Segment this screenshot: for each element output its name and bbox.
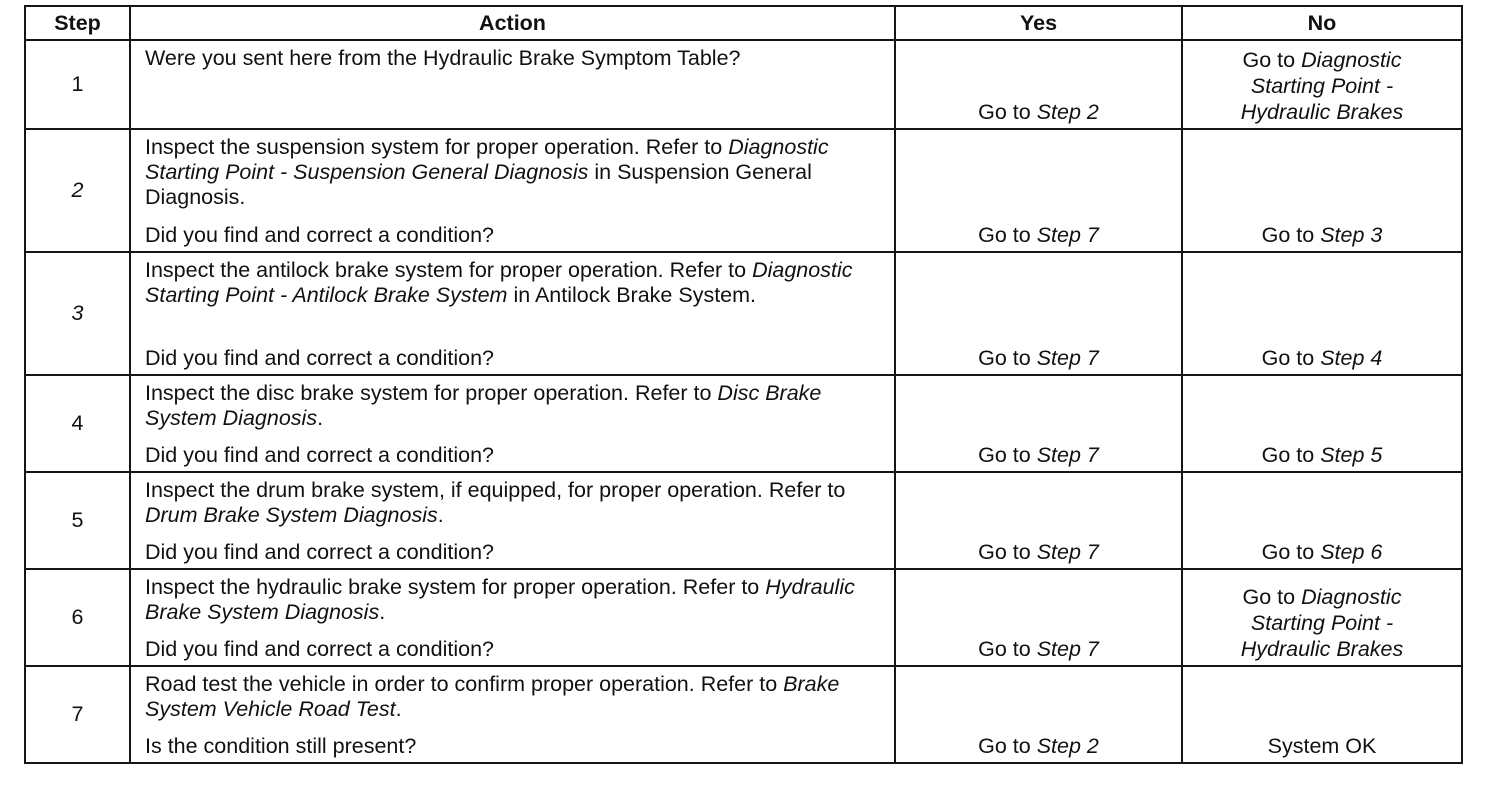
no-reference-text: Diagnostic — [1301, 585, 1402, 609]
no-result-line: Hydraulic Brakes — [1240, 100, 1404, 124]
header-action: Action — [130, 6, 895, 40]
action-question: Did you find and correct a condition? — [145, 443, 494, 467]
reference-link-text: Drum Brake System Diagnosis — [145, 503, 438, 527]
instruction-text: in Suspension General Diagnosis. — [145, 160, 812, 209]
go-to-text: Go to — [1261, 540, 1315, 564]
no-result-line — [1183, 584, 1461, 610]
yes-step-target: Step 7 — [1036, 443, 1099, 467]
action-cell — [130, 252, 895, 375]
action-content — [145, 570, 886, 665]
diagnostic-table — [24, 5, 1463, 764]
step-number: 6 — [25, 569, 130, 666]
action-question: Did you find and correct a condition? — [145, 540, 494, 564]
yes-result — [895, 129, 1182, 252]
action-instruction — [145, 253, 886, 308]
header-step: Step — [25, 6, 130, 40]
yes-step-target: Step 7 — [1036, 540, 1099, 564]
go-to-text: Go to — [978, 100, 1031, 124]
go-to-text: Go to — [978, 443, 1031, 467]
yes-result — [895, 666, 1182, 763]
reference-link-text: Diagnostic Starting Point - Suspension General Diagnosis — [145, 135, 829, 184]
action-question: Did you find and correct a condition? — [145, 223, 494, 247]
yes-step-target: Step 7 — [1036, 346, 1099, 370]
no-result — [1182, 129, 1462, 252]
go-to-text: Go to — [978, 637, 1031, 661]
no-result — [1182, 252, 1462, 375]
go-to-text: Go to — [978, 540, 1031, 564]
step-number: 3 — [25, 252, 130, 375]
go-to-text: Go to — [1242, 48, 1302, 72]
table-row — [25, 252, 1462, 375]
step-number: 5 — [25, 472, 130, 569]
table-row — [25, 472, 1462, 569]
step-number: 4 — [25, 375, 130, 472]
action-cell — [130, 129, 895, 252]
action-instruction — [145, 41, 886, 71]
go-to-text: Go to — [1242, 585, 1302, 609]
yes-result — [895, 40, 1182, 129]
yes-step-target: Step 7 — [1036, 637, 1099, 661]
instruction-text: in Antilock Brake System. — [507, 283, 757, 307]
no-result — [1182, 40, 1462, 129]
no-result — [1182, 569, 1462, 666]
no-result-line: Starting Point - — [1250, 74, 1394, 98]
action-content — [145, 376, 886, 471]
reference-link-text: Disc Brake System Diagnosis — [145, 381, 822, 430]
action-content — [145, 41, 886, 128]
table-header — [25, 6, 1462, 40]
no-result-line — [1183, 47, 1461, 73]
action-content — [145, 253, 886, 374]
instruction-text: . — [317, 406, 324, 430]
go-to-text: Go to — [978, 223, 1031, 247]
yes-result — [895, 375, 1182, 472]
action-instruction — [145, 473, 886, 528]
table-row — [25, 375, 1462, 472]
instruction-text: Road test the vehicle in order to confirm proper operation. Refer to — [145, 672, 784, 696]
instruction-text: Were you sent here from the Hydraulic Brake Symptom Table? — [145, 46, 741, 70]
table-row — [25, 666, 1462, 763]
yes-result — [895, 252, 1182, 375]
action-question: Did you find and correct a condition? — [145, 346, 494, 370]
table-body — [25, 40, 1462, 763]
instruction-text: Inspect the disc brake system for proper operation. Refer to — [145, 381, 718, 405]
action-cell — [130, 666, 895, 763]
no-result-text: System OK — [1267, 734, 1377, 758]
no-result — [1182, 472, 1462, 569]
action-instruction — [145, 130, 886, 210]
yes-result — [895, 472, 1182, 569]
reference-link-text: Brake System Vehicle Road Test — [145, 672, 840, 721]
step-number: 7 — [25, 666, 130, 763]
instruction-text: . — [437, 503, 444, 527]
no-result — [1182, 666, 1462, 763]
instruction-text: Inspect the antilock brake system for proper operation. Refer to — [145, 258, 753, 282]
action-question: Did you find and correct a condition? — [145, 637, 494, 661]
instruction-text: . — [379, 600, 386, 624]
action-question: Is the condition still present? — [145, 734, 417, 758]
table-row — [25, 569, 1462, 666]
table-row — [25, 129, 1462, 252]
no-step-target: Step 3 — [1320, 223, 1383, 247]
action-cell — [130, 472, 895, 569]
go-to-text: Go to — [978, 346, 1031, 370]
action-content — [145, 667, 886, 762]
no-result-line: Hydraulic Brakes — [1240, 637, 1404, 661]
go-to-text: Go to — [1261, 346, 1315, 370]
no-reference-text: Diagnostic — [1301, 48, 1402, 72]
step-number: 2 — [25, 129, 130, 252]
no-result — [1182, 375, 1462, 472]
yes-step-target: Step 2 — [1036, 734, 1099, 758]
no-step-target: Step 6 — [1320, 540, 1383, 564]
no-step-target: Step 5 — [1320, 443, 1383, 467]
go-to-text: Go to — [1261, 223, 1315, 247]
action-instruction — [145, 570, 886, 625]
action-cell — [130, 569, 895, 666]
instruction-text: . — [395, 697, 402, 721]
yes-result — [895, 569, 1182, 666]
reference-link-text: Hydraulic Brake System Diagnosis — [145, 575, 855, 624]
action-content — [145, 130, 886, 251]
action-content — [145, 473, 886, 568]
no-step-target: Step 4 — [1320, 346, 1383, 370]
header-row — [25, 6, 1462, 40]
no-result-line: Starting Point - — [1250, 611, 1394, 635]
yes-step-target: Step 7 — [1036, 223, 1099, 247]
instruction-text: Inspect the hydraulic brake system for proper operation. Refer to — [145, 575, 766, 599]
action-cell — [130, 40, 895, 129]
instruction-text: Inspect the drum brake system, if equipped, for proper operation. Refer to — [145, 478, 846, 502]
reference-link-text: Diagnostic Starting Point - Antilock Brake System — [145, 258, 853, 307]
yes-step-target: Step 2 — [1036, 100, 1099, 124]
action-instruction — [145, 376, 886, 431]
header-no: No — [1182, 6, 1462, 40]
action-instruction — [145, 667, 886, 722]
instruction-text: Inspect the suspension system for proper operation. Refer to — [145, 135, 729, 159]
header-yes: Yes — [895, 6, 1182, 40]
step-number: 1 — [25, 40, 130, 129]
go-to-text: Go to — [978, 734, 1031, 758]
action-cell — [130, 375, 895, 472]
table-row — [25, 40, 1462, 129]
go-to-text: Go to — [1261, 443, 1315, 467]
